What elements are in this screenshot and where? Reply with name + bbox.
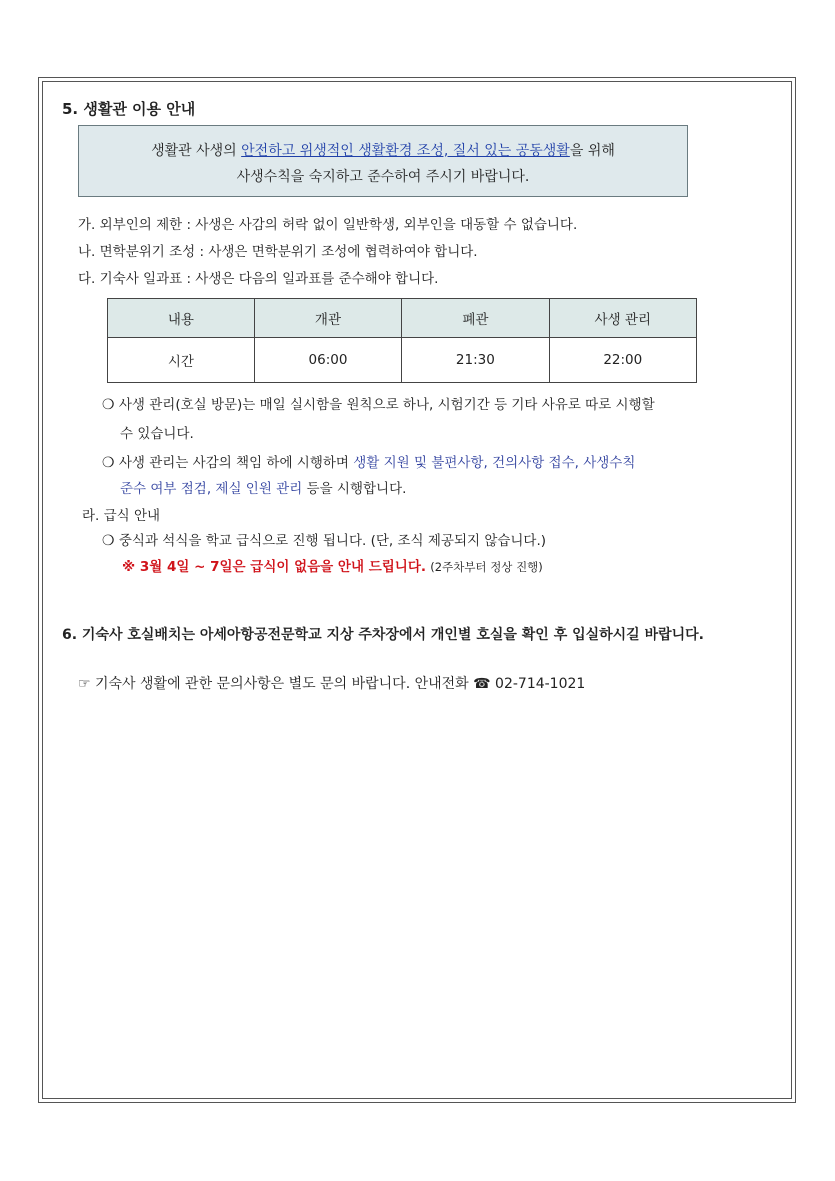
bullet1-line1-wrap bbox=[102, 393, 655, 413]
meal-title: 라. 급식 안내 bbox=[82, 508, 161, 524]
schedule-header-cell: 내용 bbox=[108, 299, 255, 338]
section5-title: 5. 생활관 이용 안내 bbox=[62, 100, 196, 118]
meal-note: (2주차부터 정상 진행) bbox=[430, 560, 543, 574]
bullet1-line1: 사생 관리(호실 방문)는 매일 실시함을 원칙으로 하나, 시험기간 등 기타 사유로 따로 시행할 bbox=[118, 397, 655, 413]
meal-warning: ※ 3월 4일 ~ 7일은 급식이 없음을 안내 드립니다. bbox=[122, 559, 426, 575]
contact-line: ☞ 기숙사 생활에 관한 문의사항은 별도 문의 바랍니다. 안내전화 ☎ 02-714-1021 bbox=[78, 676, 586, 692]
schedule-header-row bbox=[108, 299, 697, 338]
schedule-cell: 06:00 bbox=[254, 338, 401, 383]
bullet2-line2-wrap bbox=[120, 477, 406, 497]
notice-pre: 생활관 사생의 bbox=[151, 143, 242, 159]
bullet2-blue2: 준수 여부 점검, 제실 인원 관리 bbox=[120, 481, 303, 497]
item-ga: 가. 외부인의 제한 : 사생은 사감의 허락 없이 일반학생, 외부인을 대동할 수 없습니다. bbox=[78, 217, 578, 233]
bullet1-line2: 수 있습니다. bbox=[120, 426, 194, 442]
schedule-header-cell: 폐관 bbox=[402, 299, 549, 338]
schedule-header-cell: 사생 관리 bbox=[549, 299, 696, 338]
item-na: 나. 면학분위기 조성 : 사생은 면학분위기 조성에 협력하여야 합니다. bbox=[78, 244, 478, 260]
schedule-cell: 22:00 bbox=[549, 338, 696, 383]
schedule-cell: 21:30 bbox=[402, 338, 549, 383]
circle-bullet-icon: ❍ bbox=[102, 455, 115, 471]
notice-line1 bbox=[79, 140, 687, 160]
bullet2-post: 등을 시행합니다. bbox=[302, 481, 407, 497]
bullet2-pre: 사생 관리는 사감의 책임 하에 시행하며 bbox=[118, 455, 354, 471]
circle-bullet-icon: ❍ bbox=[102, 397, 115, 413]
item-da: 다. 기숙사 일과표 : 사생은 다음의 일과표를 준수해야 합니다. bbox=[78, 271, 439, 287]
meal-warning-wrap bbox=[122, 555, 543, 575]
section6-title: 6. 기숙사 호실배치는 아세아항공전문학교 지상 주차장에서 개인별 호실을 확인 후 입실하시길 바랍니다. bbox=[62, 627, 704, 643]
notice-highlight: 안전하고 위생적인 생활환경 조성, 질서 있는 공동생활 bbox=[241, 143, 570, 159]
schedule-header-cell: 개관 bbox=[254, 299, 401, 338]
schedule-cell: 시간 bbox=[108, 338, 255, 383]
meal-bullet: 중식과 석식을 학교 급식으로 진행 됩니다. (단, 조식 제공되지 않습니다.) bbox=[118, 533, 547, 549]
notice-line2: 사생수칙을 숙지하고 준수하여 주시기 바랍니다. bbox=[236, 169, 530, 185]
schedule-row bbox=[108, 338, 697, 383]
page-border-inner bbox=[42, 81, 792, 1099]
meal-bullet-wrap bbox=[102, 529, 546, 549]
notice-box bbox=[78, 125, 688, 197]
notice-post: 을 위해 bbox=[569, 143, 615, 159]
bullet2-blue1: 생활 지원 및 불편사항, 건의사항 접수, 사생수칙 bbox=[353, 455, 636, 471]
bullet2-line1-wrap bbox=[102, 451, 635, 471]
schedule-table bbox=[107, 298, 697, 383]
circle-bullet-icon: ❍ bbox=[102, 533, 115, 549]
